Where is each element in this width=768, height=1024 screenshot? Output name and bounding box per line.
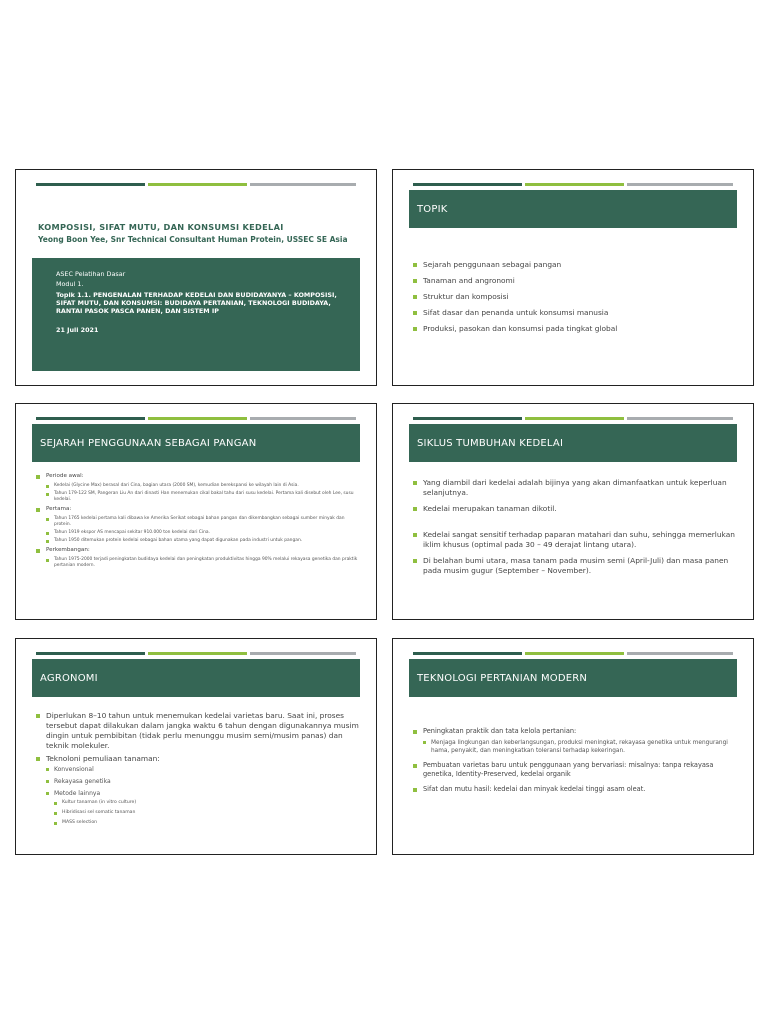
sub-item: Tahun 1950 ditemukan protein kedelai sebagai bahan utama yang dapat digunakan pada industri untuk pangan.: [46, 538, 360, 544]
sub-item: Tahun 1919 ekspor AS mencapai sekitar 910.000 ton kedelai dari Cina.: [46, 530, 360, 536]
list-item: Tanaman and angronomi: [413, 276, 737, 286]
sub-item: Menjaga lingkungan dan keberlangsungan, produksi meningkat, rekayasa genetika untuk mengurangi hama, penyakit, dan meningkatkan toleransi terhadap kekeringan.: [423, 739, 737, 755]
slide-header: TOPIK: [409, 190, 737, 228]
list-item: [36, 546, 360, 569]
slide-header: SIKLUS TUMBUHAN KEDELAI: [409, 424, 737, 462]
list-item: Sifat dasar dan penanda untuk konsumsi manusia: [413, 308, 737, 318]
list-item: [36, 505, 360, 544]
sub-item: Tahun 1975-2000 terjadi peningkatan budidaya kedelai dan peningkatan produktivitas hingga 90% melalui rekayasa genetika dan praktik pertanian modern.: [46, 557, 360, 569]
accent-bars: [36, 417, 356, 420]
list-item: Sifat dan mutu hasil: kedelai dan minyak kedelai tinggi asam oleat.: [413, 785, 737, 794]
list-item: [36, 472, 360, 503]
topic-line-1: Topik 1.1. PENGENALAN TERHADAP KEDELAI DAN BUDIDAYANYA – KOMPOSISI,: [56, 291, 337, 299]
deck-subtitle: Yeong Boon Yee, Snr Technical Consultant Human Protein, USSEC SE Asia: [38, 235, 348, 244]
tech-list: [413, 727, 737, 800]
section-label: Periode awal:: [46, 473, 84, 479]
list-item: [413, 727, 737, 755]
course-date: 21 Juli 2021: [56, 326, 99, 334]
accent-bars: [36, 183, 356, 186]
accent-bars: [413, 183, 733, 186]
accent-bars: [36, 652, 356, 655]
slide-header: SEJARAH PENGGUNAAN SEBAGAI PANGAN: [32, 424, 360, 462]
list-item: Struktur dan komposisi: [413, 292, 737, 302]
slide-agronomi: [15, 638, 377, 855]
item-label: Teknoloni pemuliaan tanaman:: [46, 754, 160, 763]
slide-teknologi: [392, 638, 754, 855]
agronomy-list: [36, 711, 360, 832]
accent-bars: [413, 417, 733, 420]
section-label: Pertama:: [46, 506, 72, 512]
list-item: Kedelai merupakan tanaman dikotil.: [413, 504, 737, 514]
sub-item: Tahun 1765 kedelai pertama kali dibawa ke Amerika Serikat sebagai bahan pangan dan dikembangkan sebagai sumber minyak dan protein.: [46, 516, 360, 528]
course-org: ASEC Pelatihan Dasar: [56, 270, 126, 278]
topic-line-3: RANTAI PASOK PASCA PANEN, DAN SISTEM IP: [56, 307, 219, 315]
sub-item: Kedelai (Glycine Max) berasal dari Cina, bagian utara (2000 SM), kemudian berekspansi ke wilayah lain di Asia.: [46, 483, 360, 489]
course-info-box: [32, 258, 360, 371]
list-item: Pembuatan varietas baru untuk penggunaan yang bervariasi: misalnya: tanpa rekayasa genetika, Identity-Preserved, kedelai organik: [413, 761, 737, 779]
accent-bars: [413, 652, 733, 655]
course-module: Modul 1.: [56, 280, 84, 288]
slide-header: AGRONOMI: [32, 659, 360, 697]
list-item: [36, 754, 360, 826]
list-item: Di belahan bumi utara, masa tanam pada musim semi (April-Juli) dan masa panen pada musim gugur (September – November).: [413, 556, 737, 576]
list-item: Yang diambil dari kedelai adalah bijinya yang akan dimanfaatkan untuk keperluan selanjutnya.: [413, 478, 737, 498]
slide-sejarah: [15, 403, 377, 620]
deck-title: KOMPOSISI, SIFAT MUTU, DAN KONSUMSI KEDELAI: [38, 222, 284, 232]
list-item: Sejarah penggunaan sebagai pangan: [413, 260, 737, 270]
section-label: Perkembangan:: [46, 547, 90, 553]
subsub-item: Hibridisasi sel somatic tanaman: [54, 810, 360, 816]
slide-title: [15, 169, 377, 386]
cycle-list: [413, 478, 737, 582]
sub-item: Tahun 179-122 SM, Pangeran Liu An dari dinasti Han menemukan cikal bakal tahu dari susu kedelai. Pertama kali disebut oleh Lee, susu kedelai.: [46, 491, 360, 503]
subsub-item: Kultur tanaman (in vitro culture): [54, 800, 360, 806]
topic-list: [413, 260, 737, 340]
slide-topik: [392, 169, 754, 386]
sub-item: Konvensional: [46, 766, 360, 774]
item-label: Peningkatan praktik dan tata kelola pertanian:: [423, 727, 577, 735]
sub-item-label: Metode lainnya: [54, 790, 101, 797]
list-item: Produksi, pasokan dan konsumsi pada tingkat global: [413, 324, 737, 334]
history-list: [36, 472, 360, 571]
slide-siklus: [392, 403, 754, 620]
list-item: Kedelai sangat sensitif terhadap paparan matahari dan suhu, sehingga memerlukan iklim khusus (optimal pada 30 – 49 derajat lintang utara).: [413, 530, 737, 550]
subsub-item: MASS selection: [54, 820, 360, 826]
sub-item: [46, 790, 360, 826]
list-item: Diperlukan 8–10 tahun untuk menemukan kedelai varietas baru. Saat ini, proses tersebut dapat dilakukan dalam jangka waktu 6 tahun dengan digunakannya musim dingin untuk pembibitan (tidak perlu menunggu musim semi/musim panas) dan teknik molekuler.: [36, 711, 360, 751]
sub-item: Rekayasa genetika: [46, 778, 360, 786]
slide-header: TEKNOLOGI PERTANIAN MODERN: [409, 659, 737, 697]
topic-line-2: SIFAT MUTU, DAN KONSUMSI: BUDIDAYA PERTANIAN, TEKNOLOGI BUDIDAYA,: [56, 299, 331, 307]
